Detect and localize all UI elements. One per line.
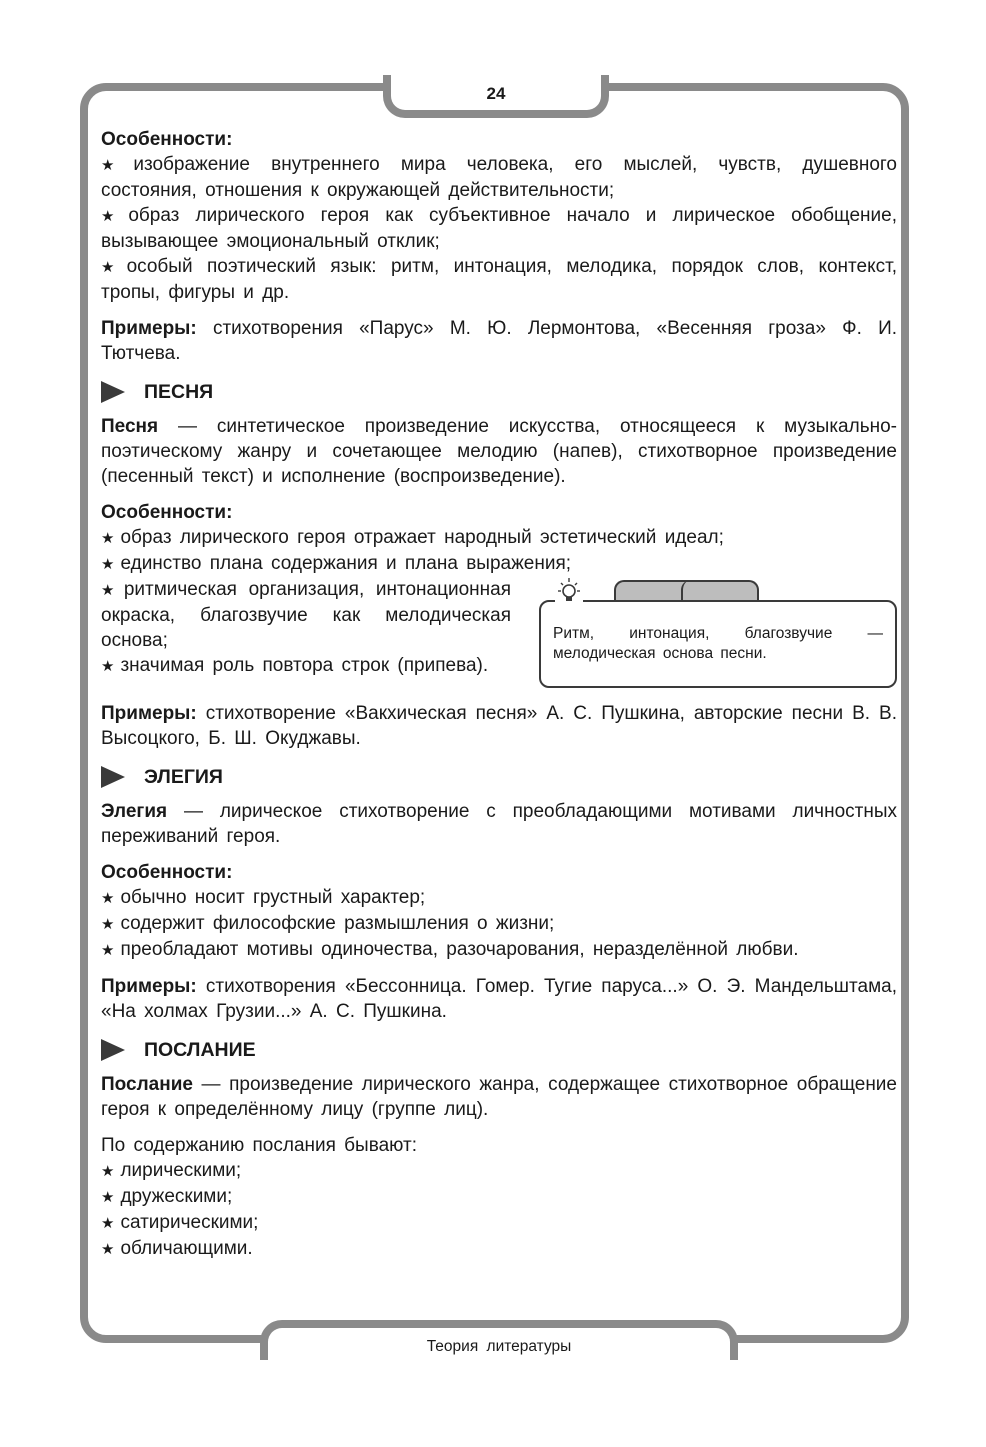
list-item: ★ ритмическая организация, интонационная окраска, благозвучие как мелодическая основа; — [101, 579, 511, 651]
footer-title: Теория литературы — [426, 1338, 572, 1355]
features-list — [101, 577, 511, 690]
star-icon: ★ — [101, 208, 123, 225]
list-item: ★ особый поэтический язык: ритм, интонация, мелодика, порядок слов, контекст, тропы, фигуры и др. — [101, 256, 897, 303]
note-box — [539, 580, 897, 690]
list-item: ★ образ лирического героя отражает народный эстетический идеал; — [101, 527, 724, 548]
kinds-intro: По содержанию послания бывают: — [101, 1135, 417, 1156]
star-icon: ★ — [101, 556, 115, 573]
section-heading-epistle: ПОСЛАНИЕ — [101, 1036, 897, 1064]
star-icon: ★ — [101, 942, 115, 959]
star-icon: ★ — [101, 582, 118, 599]
star-icon: ★ — [101, 1215, 115, 1232]
features-title: Особенности: — [101, 502, 233, 523]
examples: Примеры: стихотворения «Бессонница. Гомер. Тугие паруса...» О. Э. Мандельштама, «На холмах Грузии...» А. С. Пушкина. — [101, 976, 897, 1022]
list-item: ★ обличающими. — [101, 1238, 253, 1259]
features-title: Особенности: — [101, 862, 233, 883]
list-item: ★ значимая роль повтора строк (припева). — [101, 655, 489, 676]
lightbulb-icon — [555, 576, 583, 604]
section-heading-song: ПЕСНЯ — [101, 378, 897, 406]
star-icon: ★ — [101, 259, 121, 276]
list-item: ★ сатирическими; — [101, 1212, 259, 1233]
definition: Элегия — лирическое стихотворение с преобладающими мотивами личностных переживаний героя. — [101, 801, 897, 847]
list-item: ★ дружескими; — [101, 1186, 233, 1207]
list-item: ★ содержит философские размышления о жизни; — [101, 913, 555, 934]
features-with-note — [101, 577, 897, 690]
list-item: ★ преобладают мотивы одиночества, разочарования, неразделённой любви. — [101, 939, 799, 960]
note-text: Ритм, интонация, благозвучие — мелодическая основа песни. — [553, 625, 883, 662]
examples: Примеры: стихотворение «Вакхическая песня» А. С. Пушкина, авторские песни В. В. Высоцкого, Б. Ш. Окуджавы. — [101, 703, 897, 749]
definition: Песня — синтетическое произведение искусства, относящееся к музыкально-поэтическому жанру и сочетающее мелодию (напев), стихотворное произведение (песенный текст) и исполнение (воспроизведение). — [101, 416, 897, 487]
arrow-right-icon — [101, 1039, 125, 1061]
note-tab-divider — [681, 580, 759, 602]
star-icon: ★ — [101, 916, 115, 933]
page-number: 24 — [486, 84, 506, 103]
arrow-right-icon — [101, 381, 125, 403]
arrow-right-icon — [101, 766, 125, 788]
star-icon: ★ — [101, 1163, 115, 1180]
list-item: ★ изображение внутреннего мира человека, его мыслей, чувств, душевного состояния, отношения к окружающей действительности; — [101, 154, 898, 201]
star-icon: ★ — [101, 157, 128, 174]
section-heading-elegy: ЭЛЕГИЯ — [101, 763, 897, 791]
list-item: ★ образ лирического героя как субъективное начало и лирическое обобщение, вызывающее эмоциональный отклик; — [101, 205, 897, 252]
list-item: ★ единство плана содержания и плана выражения; — [101, 553, 572, 574]
star-icon: ★ — [101, 1241, 115, 1258]
star-icon: ★ — [101, 530, 115, 547]
star-icon: ★ — [101, 890, 115, 907]
star-icon: ★ — [101, 1189, 115, 1206]
star-icon: ★ — [101, 658, 115, 675]
definition: Послание — произведение лирического жанра, содержащее стихотворное обращение героя к определённому лицу (группе лиц). — [101, 1074, 897, 1120]
list-item: ★ обычно носит грустный характер; — [101, 887, 426, 908]
list-item: ★ лирическими; — [101, 1160, 242, 1181]
features-title: Особенности: — [101, 129, 233, 150]
page-content — [101, 127, 897, 1262]
examples: Примеры: стихотворения «Парус» М. Ю. Лермонтова, «Весенняя гроза» Ф. И. Тютчева. — [101, 318, 897, 364]
note-body — [539, 600, 897, 688]
